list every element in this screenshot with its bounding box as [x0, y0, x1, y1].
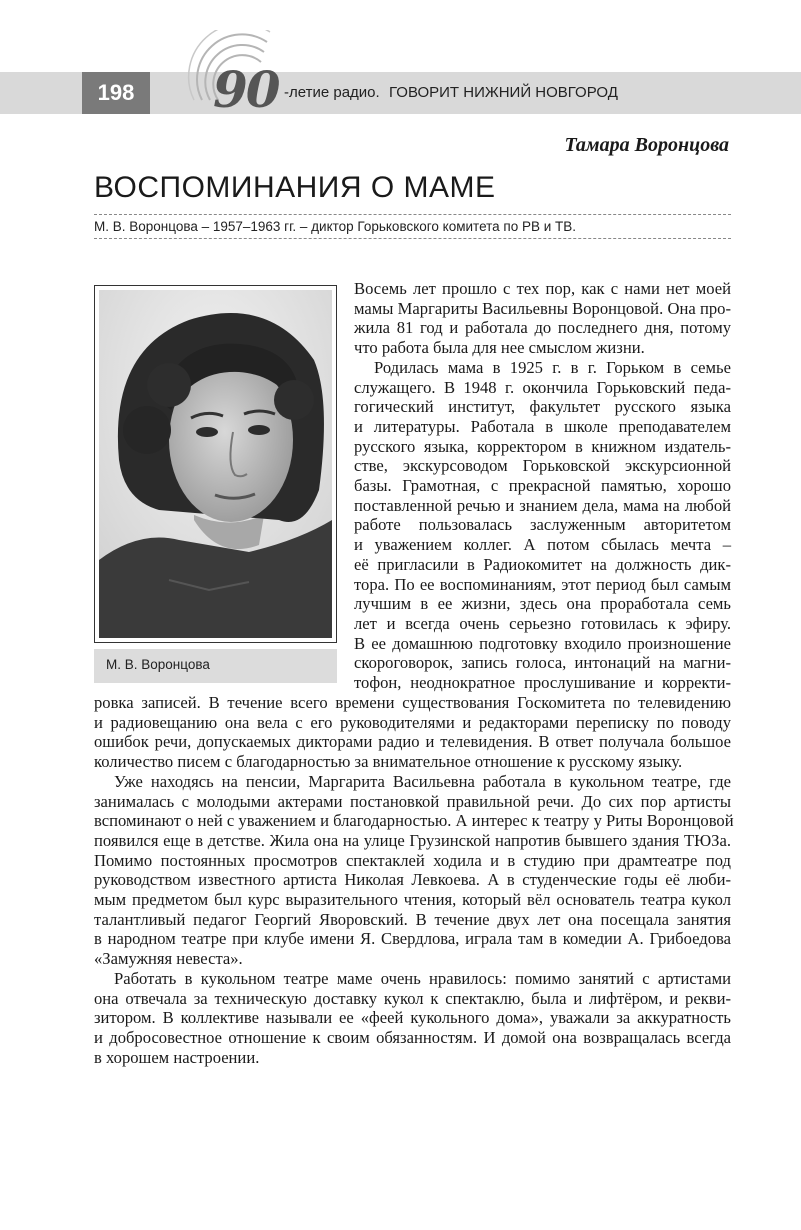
- text-line: руководством известного артиста Николая Левкоева. А в студенческие годы её люби-: [94, 870, 731, 890]
- text-line: базы. Грамотная, с прекрасной памятью, хорошо: [354, 476, 731, 496]
- photo-caption-bar: [94, 649, 337, 683]
- text-line: Восемь лет прошло с тех пор, как с нами нет моей: [354, 279, 731, 298]
- text-line: «Замужняя невеста».: [94, 949, 243, 969]
- text-line: что работа была для нее смыслом жизни.: [354, 338, 645, 358]
- text-line: ошибок речи, допускаемых дикторами радио и телевидения. В ответ получала большое: [94, 732, 731, 752]
- text-line: вспоминают о ней с уважением и благодарностью. А интерес к театру у Риты Воронцовой: [94, 811, 734, 831]
- text-line: мамы Маргариты Васильевны Воронцовой. Она про-: [354, 298, 731, 318]
- divider-bottom: [94, 238, 731, 239]
- text-line: в народном театре при клубе имени Я. Свердлова, играла там в комедии А. Грибоедова: [94, 929, 731, 949]
- page-number: 198: [82, 72, 150, 114]
- anniversary-suffix: -летие радио.: [284, 84, 380, 101]
- text-line: мым предметом был курс выразительного чтения, который вёл основатель театра кукол: [94, 890, 731, 910]
- text-line: жила 81 год и работала до последнего дня, потому: [354, 318, 731, 338]
- text-line: и литературы. Работала в школе преподавателем: [354, 416, 731, 436]
- series-title: ГОВОРИТ НИЖНИЙ НОВГОРОД: [389, 84, 618, 101]
- portrait-illustration: [99, 290, 332, 638]
- text-line: работе пользовалась заслуженным авторитетом: [354, 515, 731, 535]
- article-title: ВОСПОМИНАНИЯ О МАМЕ: [94, 171, 496, 204]
- text-line: её пригласили в Радиокомитет на должность дик-: [354, 554, 731, 574]
- text-line: тора. По ее воспоминаниям, этот период был самым: [354, 574, 731, 594]
- text-line: зитором. В коллективе называли ее «феей кукольного дома», уважали за аккуратность: [94, 1008, 731, 1028]
- text-line: в хорошем настроении.: [94, 1047, 260, 1067]
- text-line: В ее домашнюю подготовку входило произношение: [354, 633, 731, 653]
- portrait-photo: [94, 285, 337, 643]
- article-subtitle: М. В. Воронцова – 1957–1963 гг. – диктор Горьковского комитета по РВ и ТВ.: [94, 219, 577, 234]
- text-line: количество писем с благодарностью за внимательное отношение к русскому языку.: [94, 752, 683, 772]
- text-line: Уже находясь на пенсии, Маргарита Васильевна работала в кукольном театре, где: [114, 771, 731, 791]
- text-line: и уважением коллег. А потом сбылась мечта –: [354, 535, 731, 555]
- text-line: стве, экскурсоводом Горьковской экскурсионной: [354, 456, 731, 476]
- text-line: и радиовещанию она вела с его руководителями и редакторами переписку по поводу: [94, 712, 731, 732]
- article-column-text: [354, 279, 731, 693]
- text-line: поставленной речью и знанием дела, мама на любой: [354, 495, 731, 515]
- article-author: Тамара Воронцова: [564, 134, 729, 156]
- text-line: Помимо постоянных просмотров спектаклей ходила и в студию при драмтеатре под: [94, 850, 731, 870]
- text-line: тофон, неоднократное прослушивание и корректи-: [354, 673, 731, 693]
- text-line: появился еще в детстве. Жила она на улице Грузинской напротив бывшего здания ТЮЗа.: [94, 830, 731, 850]
- text-line: лет и всегда очень серьезно готовилась к эфиру.: [354, 613, 731, 633]
- article-full-text: [94, 693, 734, 1067]
- text-line: ровка записей. В течение всего времени существования Госкомитета по телевидению: [94, 693, 731, 712]
- text-line: русского языка, корректором в книжном издатель-: [354, 436, 731, 456]
- photo-caption: М. В. Воронцова: [106, 657, 210, 672]
- text-line: и добросовестное отношение к своим обязанностям. И домой она возвращалась всегда: [94, 1027, 731, 1047]
- anniversary-number: 90: [213, 60, 279, 119]
- text-line: скороговорок, запись голоса, интонаций на магни-: [354, 653, 731, 673]
- text-line: Родилась мама в 1925 г. в г. Горьком в семье: [374, 357, 731, 377]
- text-line: талантливый педагог Георгий Яворовский. В течение двух лет она посещала занятия: [94, 909, 731, 929]
- divider-top: [94, 214, 731, 215]
- text-line: лучшим в ее жизни, здесь она проработала семь: [354, 594, 731, 614]
- text-line: она отвечала за техническую доставку кукол к спектаклю, была и лифтёром, и рекви-: [94, 988, 731, 1008]
- text-line: гогический институт, факультет русского языка: [354, 397, 731, 417]
- text-line: Работать в кукольном театре маме очень нравилось: помимо занятий с артистами: [114, 968, 731, 988]
- text-line: служащего. В 1948 г. окончила Горьковский педа-: [354, 377, 731, 397]
- text-line: занималась с молодыми актерами постановкой правильной речи. До сих пор артисты: [94, 791, 731, 811]
